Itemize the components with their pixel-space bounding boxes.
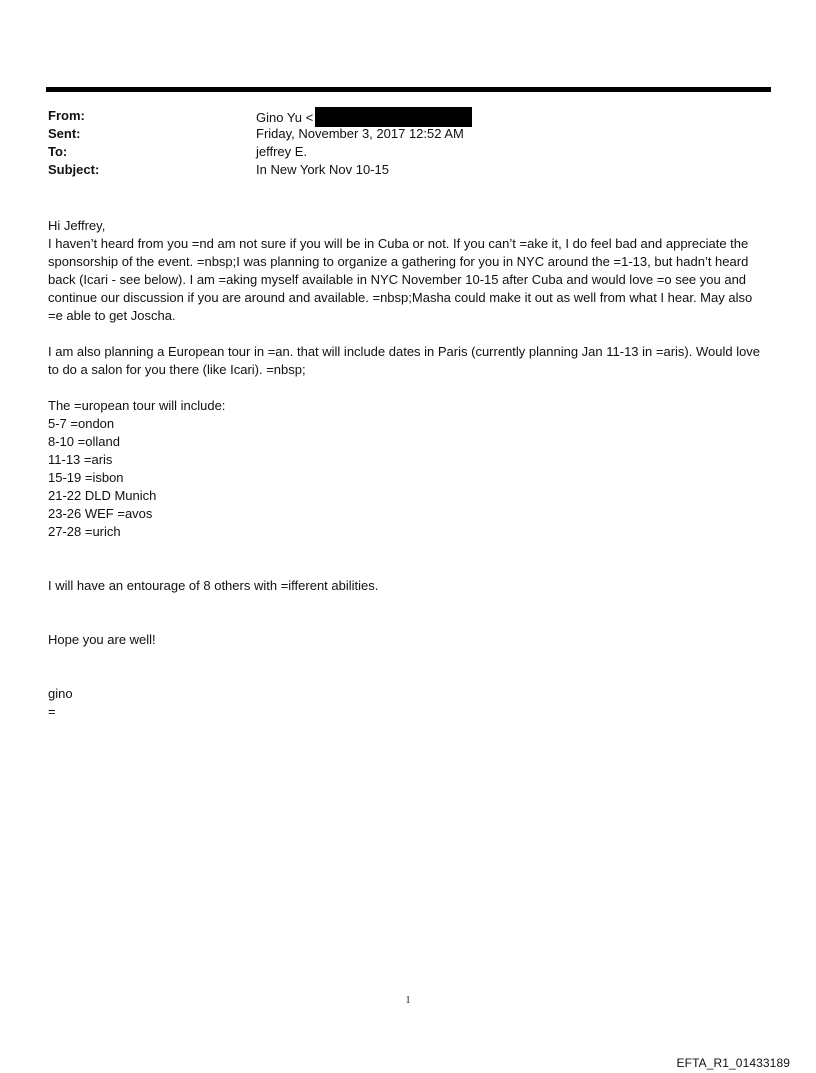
header-divider-rule bbox=[46, 87, 771, 92]
greeting: Hi Jeffrey, bbox=[48, 218, 106, 233]
closing-line: Hope you are well! bbox=[48, 632, 156, 647]
subject-value: In New York Nov 10-15 bbox=[256, 162, 389, 177]
tour-item: 21-22 DLD Munich bbox=[48, 488, 157, 503]
tour-item: 5-7 =ondon bbox=[48, 416, 115, 431]
sender-name: Gino Yu bbox=[256, 110, 303, 125]
redaction-box bbox=[315, 107, 472, 127]
subject-label: Subject: bbox=[48, 162, 100, 177]
tour-item: 27-28 =urich bbox=[48, 524, 121, 539]
sender-email-open-bracket: < bbox=[305, 110, 314, 125]
trailing-char: = bbox=[48, 704, 56, 719]
tour-item: 23-26 WEF =avos bbox=[48, 506, 153, 521]
from-value bbox=[256, 107, 756, 127]
tour-item: 11-13 =aris bbox=[48, 452, 113, 467]
tour-intro: The =uropean tour will include: bbox=[48, 398, 226, 413]
page-number: 1 bbox=[405, 995, 411, 1006]
tour-item: 15-19 =isbon bbox=[48, 470, 124, 485]
tour-item: 8-10 =olland bbox=[48, 434, 120, 449]
document-id: EFTA_R1_01433189 bbox=[676, 1056, 790, 1070]
entourage-line: I will have an entourage of 8 others with =ifferent abilities. bbox=[48, 578, 379, 593]
sent-value: Friday, November 3, 2017 12:52 AM bbox=[256, 126, 464, 141]
to-value: jeffrey E. bbox=[256, 144, 308, 159]
to-label: To: bbox=[48, 144, 68, 159]
sent-label: Sent: bbox=[48, 126, 81, 141]
paragraph-european-tour: I am also planning a European tour in =an. that will include dates in Paris (currently planning Jan 11-13 in =aris). Would love to do a salon for you there (like Icari). =nbsp; bbox=[48, 344, 761, 377]
from-label: From: bbox=[48, 108, 85, 123]
paragraph-availability: I haven’t heard from you =nd am not sure if you will be in Cuba or not. If you can’t =ake it, I do feel bad and appreciate the sponsorship of the event. =nbsp;I was planning to organize a gathering for you in NYC around the =1-13, but hadn’t heard back (Icari - see below). I am =aking myself available in NYC November 10-15 after Cuba and would love =o see you and continue our discussion if you are around and available. =nbsp;Masha could make it out as well from what I hear. May also =e able to get Joscha. bbox=[48, 236, 753, 323]
email-body bbox=[48, 217, 764, 721]
signature: gino bbox=[48, 686, 73, 701]
